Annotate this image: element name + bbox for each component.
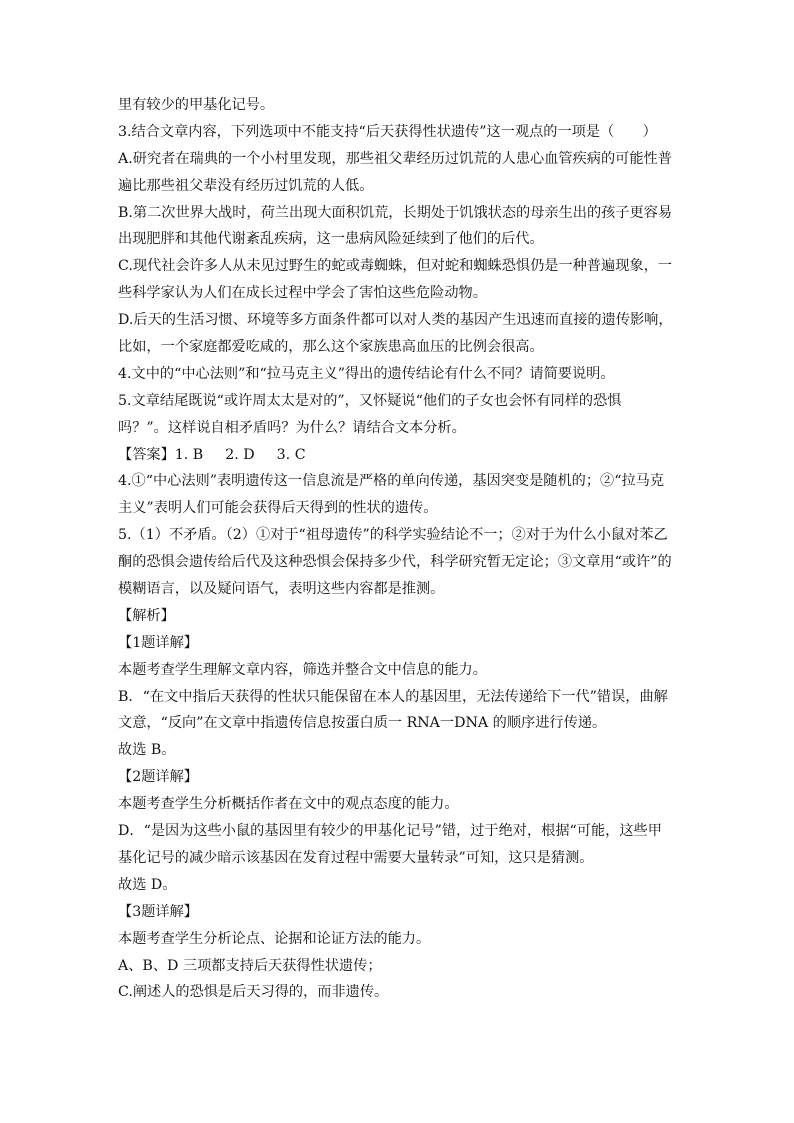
question-3-stem: 3.结合文章内容，下列选项中不能支持“后天获得性状遗传”这一观点的一项是（ ） [118, 123, 657, 140]
q2-detail-line-1: 本题考查学生分析概括作者在文中的观点态度的能力。 [118, 796, 459, 813]
q1-detail-line-3: 文意，“反向”在文章中指遗传信息按蛋白质一 RNA一DNA 的顺序进行传递。 [118, 715, 607, 732]
question-5-line-2: 吗？”。这样说自相矛盾吗？为什么？请结合文本分析。 [118, 419, 466, 436]
document-page [118, 92, 688, 1006]
q2-detail-line-3: 基化记号的减少暗示该基因在发育过程中需要大量转录”可知，这只是猜测。 [118, 849, 594, 866]
q2-choice: 故选 D。 [118, 876, 177, 893]
q3-detail-line-3: C.阐述人的恐惧是后天习得的，而非遗传。 [118, 984, 389, 1001]
answer-1: 【答案】1. B [118, 446, 204, 463]
q1-detail-heading: 【1题详解】 [118, 634, 198, 651]
option-d-line-2: 比如，一个家庭都爱吃咸的，那么这个家族患高血压的比例会很高。 [118, 339, 544, 356]
option-b-line-1: B.第二次世界大战时，荷兰出现大面积饥荒，长期处于饥饿状态的母亲生出的孩子更容易 [118, 204, 673, 221]
q2-detail-line-2: D．“是因为这些小鼠的基因里有较少的甲基化记号”错，过于绝对，根据“可能，这些甲 [118, 823, 662, 840]
option-b-line-2: 出现肥胖和其他代谢紊乱疾病，这一患病风险延续到了他们的后代。 [118, 231, 544, 248]
answer-5-line-2: 酮的恐惧会遗传给后代及这种恐惧会保持多少代，科学研究暂无定论；③文章用“或许”的 [118, 554, 672, 571]
option-a-line-1: A.研究者在瑞典的一个小村里发现，那些祖父辈经历过饥荒的人患心血管疾病的可能性普 [118, 150, 672, 167]
q1-detail-line-2: B．“在文中指后天获得的性状只能保留在本人的基因里，无法传递给下一代”错误，曲解 [118, 688, 668, 705]
q3-detail-line-2: A、B、D 三项都支持后天获得性状遗传； [118, 957, 382, 974]
option-c-line-2: 些科学家认为人们在成长过程中学会了害怕这些危险动物。 [118, 285, 487, 302]
q3-detail-heading: 【3题详解】 [118, 903, 198, 920]
answer-3: 3. C [276, 446, 306, 463]
answer-4-line-1: 4.①“中心法则”表明遗传这一信息流是严格的单向传递，基因突变是随机的；②“拉马克 [118, 473, 665, 490]
option-a-line-2: 遍比那些祖父辈没有经历过饥荒的人低。 [118, 177, 374, 194]
answer-5-line-3: 模糊语言，以及疑问语气，表明这些内容都是推测。 [118, 581, 445, 598]
q3-detail-line-1: 本题考查学生分析论点、论据和论证方法的能力。 [118, 930, 431, 947]
answer-line [118, 442, 688, 469]
q2-detail-heading: 【2题详解】 [118, 769, 198, 786]
question-4: 4.文中的“中心法则”和“拉马克主义”得出的遗传结论有什么不同？请简要说明。 [118, 365, 615, 382]
option-d-line-1: D.后天的生活习惯、环境等多方面条件都可以对人类的基因产生迅速而直接的遗传影响， [118, 312, 673, 329]
question-text-line: 里有较少的甲基化记号。 [118, 97, 275, 113]
answer-2: 2. D [225, 446, 255, 463]
question-5-line-1: 5.文章结尾既说“或许周太太是对的”，又怀疑说“他们的子女也会怀有同样的恐惧 [118, 392, 622, 409]
analysis-heading: 【解析】 [118, 607, 175, 624]
option-c-line-1: C.现代社会许多人从未见过野生的蛇或毒蜘蛛，但对蛇和蜘蛛恐惧仍是一种普遍现象，一 [118, 258, 672, 275]
answer-5-line-1: 5.（1）不矛盾。（2）①对于“祖母遗传”的科学实验结论不一；②对于为什么小鼠对苯乙 [118, 527, 668, 544]
answer-4-line-2: 主义”表明人们可能会获得后天得到的性状的遗传。 [118, 500, 438, 517]
q1-choice: 故选 B。 [118, 742, 176, 759]
q1-detail-line-1: 本题考查学生理解文章内容，筛选并整合文中信息的能力。 [118, 661, 487, 678]
